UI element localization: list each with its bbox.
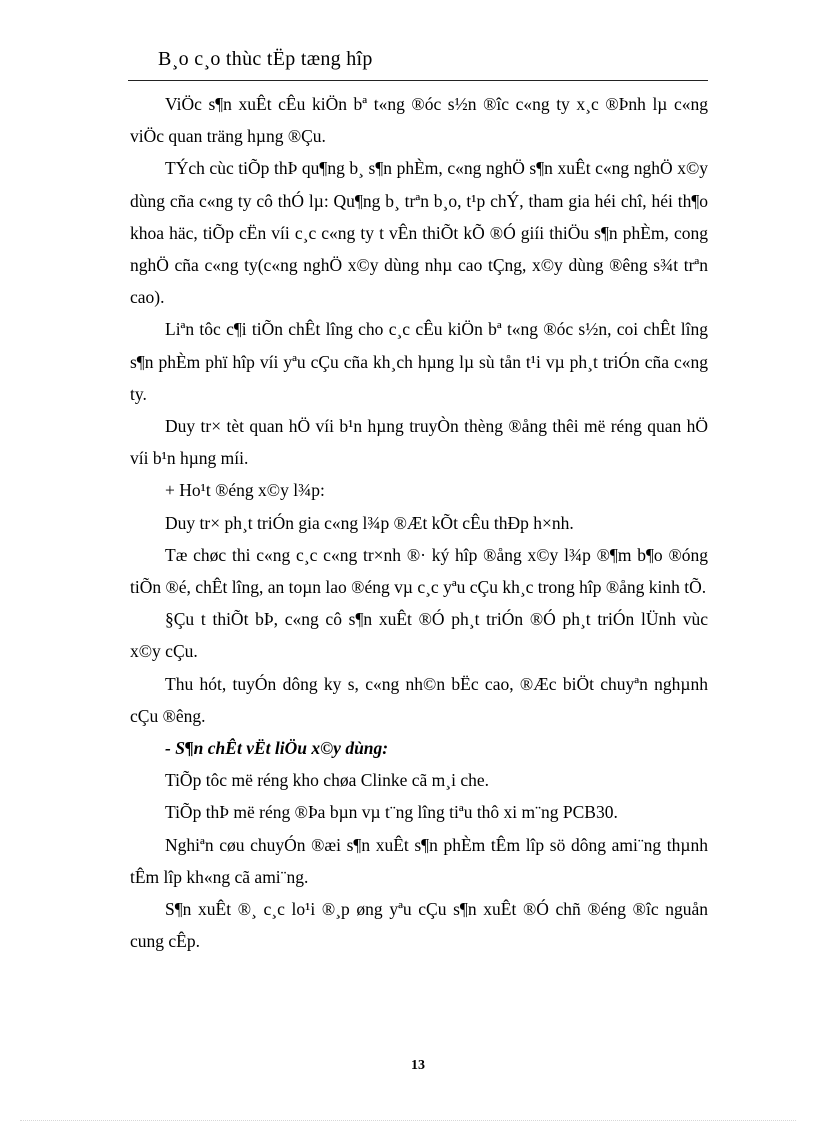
paragraph: Thu hót, tuyÓn dông ky s, c«ng nh©n bËc cao, ®Æc biÖt chuyªn nghµnh cÇu ®êng.	[130, 673, 708, 726]
document-body	[130, 88, 708, 957]
paragraph: Liªn tôc c¶i tiÕn chÊt lîng cho c¸c cÊu kiÖn bª t«ng ®óc s½n, coi chÊt lîng s¶n phÈm phï hîp víi yªu cÇu cña kh¸ch hµng lµ sù tån t¹i vµ ph¸t triÓn cña c«ng ty.	[130, 319, 708, 404]
paragraph: Duy tr× ph¸t triÓn gia c«ng l¾p ®Æt kÕt cÊu thÐp h×nh.	[165, 512, 574, 533]
page-bottom-divider	[20, 1120, 796, 1121]
paragraph: S¶n xuÊt ®¸ c¸c lo¹i ®¸p øng yªu cÇu s¶n xuÊt ®Ó chñ ®éng ®îc nguån cung cÊp.	[130, 899, 708, 952]
header-divider	[128, 80, 708, 81]
section-heading-materials: - S¶n chÊt vËt liÖu x©y dùng:	[165, 738, 389, 759]
paragraph: TiÕp tôc më réng kho chøa Clinke cã m¸i che.	[165, 770, 489, 791]
page-number: 13	[411, 1058, 425, 1073]
page-header: B¸o c¸o thùc tËp tæng hîp	[158, 48, 373, 70]
section-heading-construction: + Ho¹t ®éng x©y l¾p:	[165, 480, 325, 501]
paragraph: TiÕp thÞ më réng ®Þa bµn vµ t¨ng lîng tiªu thô xi m¨ng PCB30.	[165, 802, 618, 823]
paragraph: Tæ chøc thi c«ng c¸c c«ng tr×nh ®· ký hîp ®ång x©y l¾p ®¶m b¶o ®óng tiÕn ®é, chÊt lîng, an toµn lao ®éng vµ c¸c yªu cÇu kh¸c trong hîp ®ång kinh tÕ.	[130, 544, 708, 598]
paragraph: ViÖc s¶n xuÊt cÊu kiÖn bª t«ng ®óc s½n ®îc c«ng ty x¸c ®Þnh lµ c«ng viÖc quan träng hµng ®Çu.	[130, 94, 708, 147]
paragraph: Duy tr× tèt quan hÖ víi b¹n hµng truyÒn thèng ®ång thêi më réng quan hÖ víi b¹n hµng míi.	[130, 416, 708, 469]
paragraph: §Çu t thiÕt bÞ, c«ng cô s¶n xuÊt ®Ó ph¸t triÓn ®Ó ph¸t triÓn lÜnh vùc x©y cÇu.	[130, 609, 708, 662]
paragraph: TÝch cùc tiÕp thÞ qu¶ng b¸ s¶n phÈm, c«ng nghÖ s¶n xuÊt c«ng nghÖ x©y dùng cña c«ng ty cô thÓ lµ: Qu¶ng b¸ trªn b¸o, t¹p chÝ, tham gia héi chî, héi th¶o khoa häc, tiÕp cËn víi c¸c c«ng ty t vÊn thiÕt kÕ ®Ó giíi thiÖu s¶n phÈm, cong nghÖ cña c«ng ty(c«ng nghÖ x©y dùng nhµ cao tÇng, x©y dùng ®êng s¾t trªn cao).	[130, 158, 708, 308]
paragraph: Nghiªn cøu chuyÓn ®æi s¶n xuÊt s¶n phÈm tÊm lîp sö dông ami¨ng thµnh tÊm lîp kh«ng cã ami¨ng.	[130, 834, 708, 887]
